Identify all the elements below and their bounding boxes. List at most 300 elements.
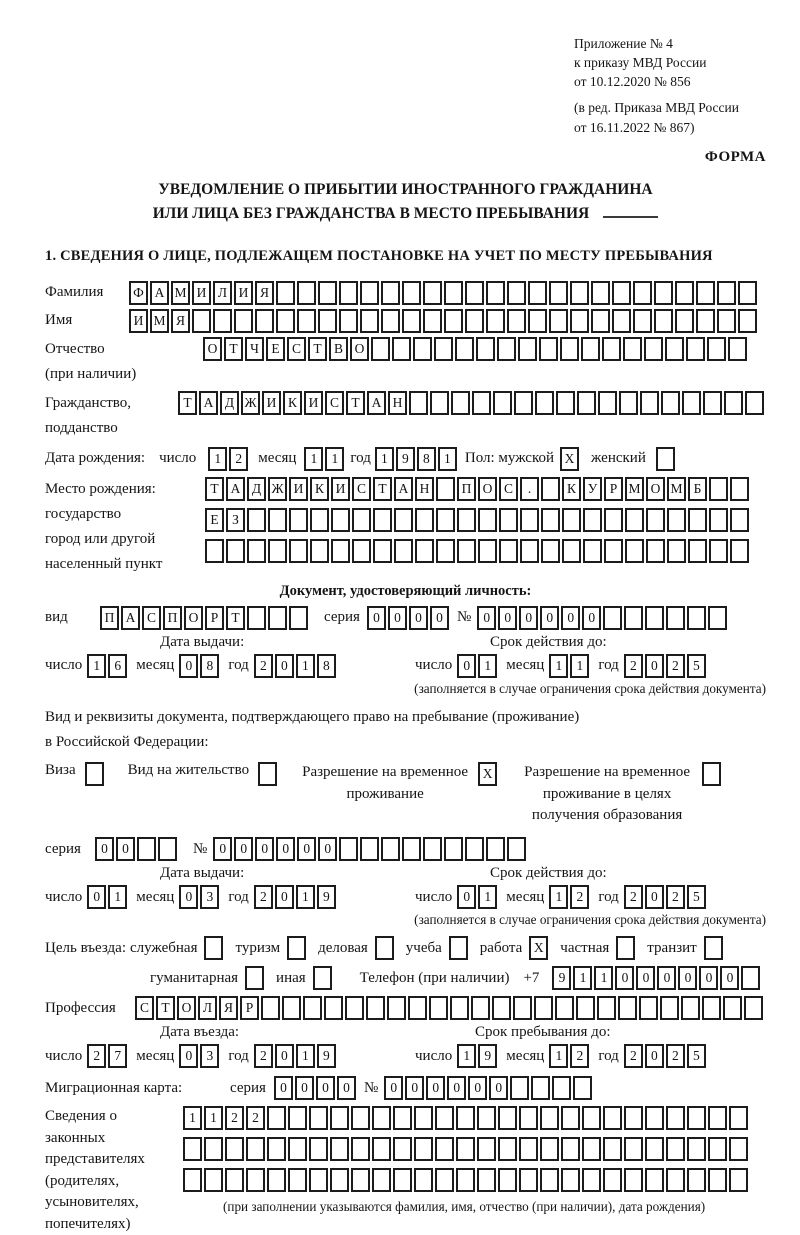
char-cell[interactable] [331, 508, 350, 532]
char-cell[interactable]: 2 [229, 447, 248, 471]
char-cell[interactable] [444, 281, 463, 305]
char-cell[interactable] [486, 837, 505, 861]
char-cell[interactable]: 1 [438, 447, 457, 471]
char-cell[interactable]: 1 [183, 1106, 202, 1130]
char-cell[interactable] [555, 996, 574, 1020]
char-cell[interactable]: 2 [570, 885, 589, 909]
char-cell[interactable] [518, 337, 537, 361]
char-cell[interactable]: П [163, 606, 182, 630]
char-cell[interactable] [213, 309, 232, 333]
checkbox-cell[interactable]: X [560, 447, 579, 471]
char-cell[interactable]: 0 [295, 1076, 314, 1100]
checkbox-cell[interactable] [656, 447, 675, 471]
char-cell[interactable]: А [121, 606, 140, 630]
char-cell[interactable] [436, 508, 455, 532]
char-cell[interactable]: З [226, 508, 245, 532]
char-cell[interactable] [352, 539, 371, 563]
char-cell[interactable] [276, 281, 295, 305]
char-cell[interactable] [261, 996, 280, 1020]
char-cell[interactable] [745, 391, 764, 415]
char-cell[interactable]: 2 [570, 1044, 589, 1068]
char-cell[interactable]: 1 [570, 654, 589, 678]
char-cell[interactable] [561, 1168, 580, 1192]
char-cell[interactable] [360, 309, 379, 333]
char-cell[interactable]: 2 [225, 1106, 244, 1130]
char-cell[interactable]: Т [346, 391, 365, 415]
char-cell[interactable] [414, 1137, 433, 1161]
char-cell[interactable]: Т [178, 391, 197, 415]
char-cell[interactable] [507, 837, 526, 861]
char-cell[interactable] [436, 477, 455, 501]
char-cell[interactable] [583, 508, 602, 532]
char-cell[interactable] [393, 1106, 412, 1130]
char-cell[interactable] [289, 606, 308, 630]
char-cell[interactable]: И [192, 281, 211, 305]
char-cell[interactable]: 1 [296, 885, 315, 909]
char-cell[interactable] [603, 606, 622, 630]
char-cell[interactable] [435, 1106, 454, 1130]
char-cell[interactable]: 0 [276, 837, 295, 861]
char-cell[interactable]: Я [219, 996, 238, 1020]
checkbox-cell[interactable] [287, 936, 306, 960]
char-cell[interactable] [603, 1168, 622, 1192]
char-cell[interactable] [457, 539, 476, 563]
char-cell[interactable] [392, 337, 411, 361]
char-cell[interactable]: 0 [720, 966, 739, 990]
char-cell[interactable]: 5 [687, 654, 706, 678]
char-cell[interactable]: 0 [367, 606, 386, 630]
char-cell[interactable] [303, 996, 322, 1020]
char-cell[interactable]: О [177, 996, 196, 1020]
char-cell[interactable]: 0 [582, 606, 601, 630]
char-cell[interactable]: 0 [87, 885, 106, 909]
char-cell[interactable] [665, 337, 684, 361]
char-cell[interactable] [498, 1137, 517, 1161]
char-cell[interactable] [723, 996, 742, 1020]
char-cell[interactable] [225, 1168, 244, 1192]
char-cell[interactable] [268, 539, 287, 563]
char-cell[interactable] [456, 1106, 475, 1130]
char-cell[interactable]: 8 [317, 654, 336, 678]
char-cell[interactable] [603, 1106, 622, 1130]
char-cell[interactable] [330, 1168, 349, 1192]
char-cell[interactable] [591, 309, 610, 333]
char-cell[interactable] [661, 391, 680, 415]
char-cell[interactable] [268, 508, 287, 532]
char-cell[interactable] [645, 606, 664, 630]
char-cell[interactable] [289, 508, 308, 532]
char-cell[interactable]: 2 [246, 1106, 265, 1130]
char-cell[interactable] [423, 309, 442, 333]
char-cell[interactable]: 2 [666, 885, 685, 909]
char-cell[interactable] [666, 606, 685, 630]
char-cell[interactable]: 0 [405, 1076, 424, 1100]
char-cell[interactable]: М [667, 477, 686, 501]
char-cell[interactable] [514, 391, 533, 415]
char-cell[interactable] [204, 1168, 223, 1192]
char-cell[interactable] [352, 508, 371, 532]
char-cell[interactable] [246, 1137, 265, 1161]
char-cell[interactable] [645, 1168, 664, 1192]
char-cell[interactable] [351, 1168, 370, 1192]
char-cell[interactable] [183, 1168, 202, 1192]
char-cell[interactable] [478, 539, 497, 563]
char-cell[interactable]: 2 [624, 1044, 643, 1068]
char-cell[interactable] [499, 508, 518, 532]
char-cell[interactable] [310, 508, 329, 532]
char-cell[interactable] [288, 1137, 307, 1161]
char-cell[interactable]: 1 [549, 885, 568, 909]
char-cell[interactable]: 5 [687, 885, 706, 909]
char-cell[interactable]: С [499, 477, 518, 501]
char-cell[interactable] [297, 309, 316, 333]
char-cell[interactable]: Ж [268, 477, 287, 501]
char-cell[interactable] [373, 539, 392, 563]
char-cell[interactable]: 1 [478, 885, 497, 909]
char-cell[interactable]: 0 [457, 885, 476, 909]
char-cell[interactable] [730, 477, 749, 501]
char-cell[interactable]: У [583, 477, 602, 501]
char-cell[interactable]: К [283, 391, 302, 415]
char-cell[interactable] [423, 837, 442, 861]
char-cell[interactable]: 0 [636, 966, 655, 990]
char-cell[interactable] [612, 281, 631, 305]
char-cell[interactable] [450, 996, 469, 1020]
char-cell[interactable] [666, 1137, 685, 1161]
char-cell[interactable] [528, 309, 547, 333]
char-cell[interactable]: В [329, 337, 348, 361]
char-cell[interactable] [282, 996, 301, 1020]
char-cell[interactable] [158, 837, 177, 861]
char-cell[interactable]: 1 [549, 654, 568, 678]
char-cell[interactable] [507, 281, 526, 305]
char-cell[interactable] [226, 539, 245, 563]
char-cell[interactable]: 0 [477, 606, 496, 630]
char-cell[interactable] [247, 508, 266, 532]
char-cell[interactable] [345, 996, 364, 1020]
char-cell[interactable]: 0 [275, 1044, 294, 1068]
char-cell[interactable]: О [184, 606, 203, 630]
char-cell[interactable]: А [150, 281, 169, 305]
char-cell[interactable] [591, 281, 610, 305]
char-cell[interactable]: И [234, 281, 253, 305]
char-cell[interactable] [330, 1137, 349, 1161]
char-cell[interactable] [465, 837, 484, 861]
char-cell[interactable] [331, 539, 350, 563]
char-cell[interactable]: 0 [615, 966, 634, 990]
char-cell[interactable] [267, 1106, 286, 1130]
char-cell[interactable] [624, 606, 643, 630]
char-cell[interactable]: 1 [87, 654, 106, 678]
char-cell[interactable]: И [129, 309, 148, 333]
char-cell[interactable]: 0 [489, 1076, 508, 1100]
char-cell[interactable] [381, 837, 400, 861]
char-cell[interactable]: Т [156, 996, 175, 1020]
char-cell[interactable] [498, 1168, 517, 1192]
char-cell[interactable] [624, 1168, 643, 1192]
char-cell[interactable] [687, 606, 706, 630]
char-cell[interactable] [708, 1137, 727, 1161]
char-cell[interactable]: 1 [375, 447, 394, 471]
char-cell[interactable] [738, 309, 757, 333]
char-cell[interactable] [570, 309, 589, 333]
char-cell[interactable] [510, 1076, 529, 1100]
char-cell[interactable] [562, 508, 581, 532]
char-cell[interactable] [456, 1137, 475, 1161]
char-cell[interactable] [573, 1076, 592, 1100]
char-cell[interactable] [708, 606, 727, 630]
char-cell[interactable] [519, 1168, 538, 1192]
char-cell[interactable] [687, 1137, 706, 1161]
char-cell[interactable] [633, 309, 652, 333]
char-cell[interactable]: 0 [447, 1076, 466, 1100]
char-cell[interactable] [541, 508, 560, 532]
char-cell[interactable] [582, 1168, 601, 1192]
char-cell[interactable] [729, 1168, 748, 1192]
char-cell[interactable] [619, 391, 638, 415]
checkbox-cell[interactable] [449, 936, 468, 960]
char-cell[interactable] [666, 1168, 685, 1192]
char-cell[interactable]: 1 [204, 1106, 223, 1130]
char-cell[interactable]: 8 [200, 654, 219, 678]
char-cell[interactable] [581, 337, 600, 361]
char-cell[interactable] [408, 996, 427, 1020]
char-cell[interactable] [541, 539, 560, 563]
char-cell[interactable] [644, 337, 663, 361]
char-cell[interactable]: 0 [234, 837, 253, 861]
char-cell[interactable] [583, 539, 602, 563]
char-cell[interactable]: 0 [179, 885, 198, 909]
char-cell[interactable]: 6 [108, 654, 127, 678]
char-cell[interactable] [373, 508, 392, 532]
char-cell[interactable]: 0 [275, 654, 294, 678]
char-cell[interactable] [381, 281, 400, 305]
char-cell[interactable] [414, 1106, 433, 1130]
char-cell[interactable]: Л [213, 281, 232, 305]
char-cell[interactable] [730, 539, 749, 563]
char-cell[interactable] [371, 337, 390, 361]
char-cell[interactable] [465, 309, 484, 333]
char-cell[interactable] [415, 539, 434, 563]
char-cell[interactable] [413, 337, 432, 361]
char-cell[interactable] [539, 337, 558, 361]
char-cell[interactable] [310, 539, 329, 563]
char-cell[interactable] [457, 508, 476, 532]
char-cell[interactable] [646, 539, 665, 563]
char-cell[interactable] [686, 337, 705, 361]
checkbox-cell[interactable] [704, 936, 723, 960]
char-cell[interactable] [402, 837, 421, 861]
char-cell[interactable]: 0 [179, 654, 198, 678]
char-cell[interactable]: О [350, 337, 369, 361]
char-cell[interactable]: 1 [208, 447, 227, 471]
char-cell[interactable] [738, 281, 757, 305]
char-cell[interactable]: 0 [645, 1044, 664, 1068]
char-cell[interactable]: Я [255, 281, 274, 305]
char-cell[interactable]: Р [604, 477, 623, 501]
char-cell[interactable] [646, 508, 665, 532]
char-cell[interactable]: 0 [384, 1076, 403, 1100]
char-cell[interactable] [309, 1106, 328, 1130]
char-cell[interactable] [423, 281, 442, 305]
char-cell[interactable]: Т [224, 337, 243, 361]
char-cell[interactable] [393, 1137, 412, 1161]
char-cell[interactable]: 0 [316, 1076, 335, 1100]
char-cell[interactable]: Д [220, 391, 239, 415]
checkbox-cell[interactable] [245, 966, 264, 990]
char-cell[interactable] [624, 1137, 643, 1161]
char-cell[interactable]: 0 [275, 885, 294, 909]
char-cell[interactable]: 0 [657, 966, 676, 990]
char-cell[interactable] [297, 281, 316, 305]
char-cell[interactable] [492, 996, 511, 1020]
char-cell[interactable] [640, 391, 659, 415]
char-cell[interactable] [623, 337, 642, 361]
char-cell[interactable] [351, 1137, 370, 1161]
char-cell[interactable] [667, 539, 686, 563]
char-cell[interactable]: Е [205, 508, 224, 532]
char-cell[interactable] [625, 508, 644, 532]
char-cell[interactable] [339, 281, 358, 305]
char-cell[interactable] [730, 508, 749, 532]
char-cell[interactable] [535, 391, 554, 415]
char-cell[interactable] [513, 996, 532, 1020]
char-cell[interactable]: С [135, 996, 154, 1020]
char-cell[interactable] [486, 309, 505, 333]
char-cell[interactable] [477, 1106, 496, 1130]
char-cell[interactable]: Я [171, 309, 190, 333]
char-cell[interactable] [507, 309, 526, 333]
char-cell[interactable] [528, 281, 547, 305]
char-cell[interactable]: 0 [468, 1076, 487, 1100]
char-cell[interactable]: К [562, 477, 581, 501]
checkbox-cell[interactable] [258, 762, 277, 786]
char-cell[interactable] [137, 837, 156, 861]
char-cell[interactable] [729, 1106, 748, 1130]
char-cell[interactable] [472, 391, 491, 415]
char-cell[interactable] [717, 309, 736, 333]
char-cell[interactable]: С [142, 606, 161, 630]
char-cell[interactable] [247, 539, 266, 563]
char-cell[interactable]: 9 [552, 966, 571, 990]
char-cell[interactable] [246, 1168, 265, 1192]
char-cell[interactable]: О [478, 477, 497, 501]
char-cell[interactable]: 2 [87, 1044, 106, 1068]
char-cell[interactable]: А [394, 477, 413, 501]
char-cell[interactable] [667, 508, 686, 532]
char-cell[interactable]: 0 [255, 837, 274, 861]
char-cell[interactable] [247, 606, 266, 630]
char-cell[interactable]: 1 [573, 966, 592, 990]
char-cell[interactable]: А [226, 477, 245, 501]
char-cell[interactable] [729, 1137, 748, 1161]
char-cell[interactable] [618, 996, 637, 1020]
char-cell[interactable] [225, 1137, 244, 1161]
char-cell[interactable] [612, 309, 631, 333]
checkbox-cell[interactable] [313, 966, 332, 990]
char-cell[interactable] [339, 837, 358, 861]
char-cell[interactable] [708, 1106, 727, 1130]
char-cell[interactable]: Т [226, 606, 245, 630]
char-cell[interactable]: Ф [129, 281, 148, 305]
char-cell[interactable] [744, 996, 763, 1020]
char-cell[interactable]: 0 [318, 837, 337, 861]
char-cell[interactable] [633, 281, 652, 305]
checkbox-cell[interactable]: X [478, 762, 497, 786]
char-cell[interactable]: 3 [200, 1044, 219, 1068]
char-cell[interactable] [562, 539, 581, 563]
char-cell[interactable] [520, 508, 539, 532]
char-cell[interactable] [434, 337, 453, 361]
char-cell[interactable] [360, 281, 379, 305]
char-cell[interactable]: 2 [666, 654, 685, 678]
char-cell[interactable]: Н [415, 477, 434, 501]
char-cell[interactable]: 0 [388, 606, 407, 630]
checkbox-cell[interactable] [616, 936, 635, 960]
char-cell[interactable]: 2 [624, 654, 643, 678]
char-cell[interactable] [309, 1168, 328, 1192]
char-cell[interactable] [465, 281, 484, 305]
char-cell[interactable]: 9 [317, 1044, 336, 1068]
char-cell[interactable]: П [100, 606, 119, 630]
char-cell[interactable] [477, 1137, 496, 1161]
char-cell[interactable] [688, 508, 707, 532]
char-cell[interactable] [478, 508, 497, 532]
char-cell[interactable]: Е [266, 337, 285, 361]
char-cell[interactable] [639, 996, 658, 1020]
char-cell[interactable]: 1 [594, 966, 613, 990]
char-cell[interactable] [205, 539, 224, 563]
char-cell[interactable] [556, 391, 575, 415]
char-cell[interactable] [549, 281, 568, 305]
char-cell[interactable] [687, 1106, 706, 1130]
char-cell[interactable]: 8 [417, 447, 436, 471]
char-cell[interactable]: 0 [519, 606, 538, 630]
char-cell[interactable]: 0 [409, 606, 428, 630]
char-cell[interactable]: А [199, 391, 218, 415]
char-cell[interactable]: 1 [296, 1044, 315, 1068]
char-cell[interactable] [519, 1106, 538, 1130]
char-cell[interactable] [288, 1168, 307, 1192]
char-cell[interactable] [289, 539, 308, 563]
char-cell[interactable]: А [367, 391, 386, 415]
char-cell[interactable] [372, 1168, 391, 1192]
char-cell[interactable] [192, 309, 211, 333]
char-cell[interactable] [444, 309, 463, 333]
char-cell[interactable] [696, 281, 715, 305]
char-cell[interactable] [540, 1137, 559, 1161]
char-cell[interactable]: 2 [254, 885, 273, 909]
char-cell[interactable] [552, 1076, 571, 1100]
char-cell[interactable] [183, 1137, 202, 1161]
checkbox-cell[interactable] [85, 762, 104, 786]
char-cell[interactable] [288, 1106, 307, 1130]
char-cell[interactable]: 0 [337, 1076, 356, 1100]
char-cell[interactable] [309, 1137, 328, 1161]
char-cell[interactable] [519, 1137, 538, 1161]
char-cell[interactable]: 0 [678, 966, 697, 990]
char-cell[interactable] [204, 1137, 223, 1161]
char-cell[interactable] [724, 391, 743, 415]
char-cell[interactable] [351, 1106, 370, 1130]
char-cell[interactable]: 0 [297, 837, 316, 861]
char-cell[interactable] [741, 966, 760, 990]
char-cell[interactable]: 9 [396, 447, 415, 471]
char-cell[interactable] [666, 1106, 685, 1130]
char-cell[interactable]: 1 [549, 1044, 568, 1068]
char-cell[interactable]: 2 [666, 1044, 685, 1068]
char-cell[interactable]: И [331, 477, 350, 501]
